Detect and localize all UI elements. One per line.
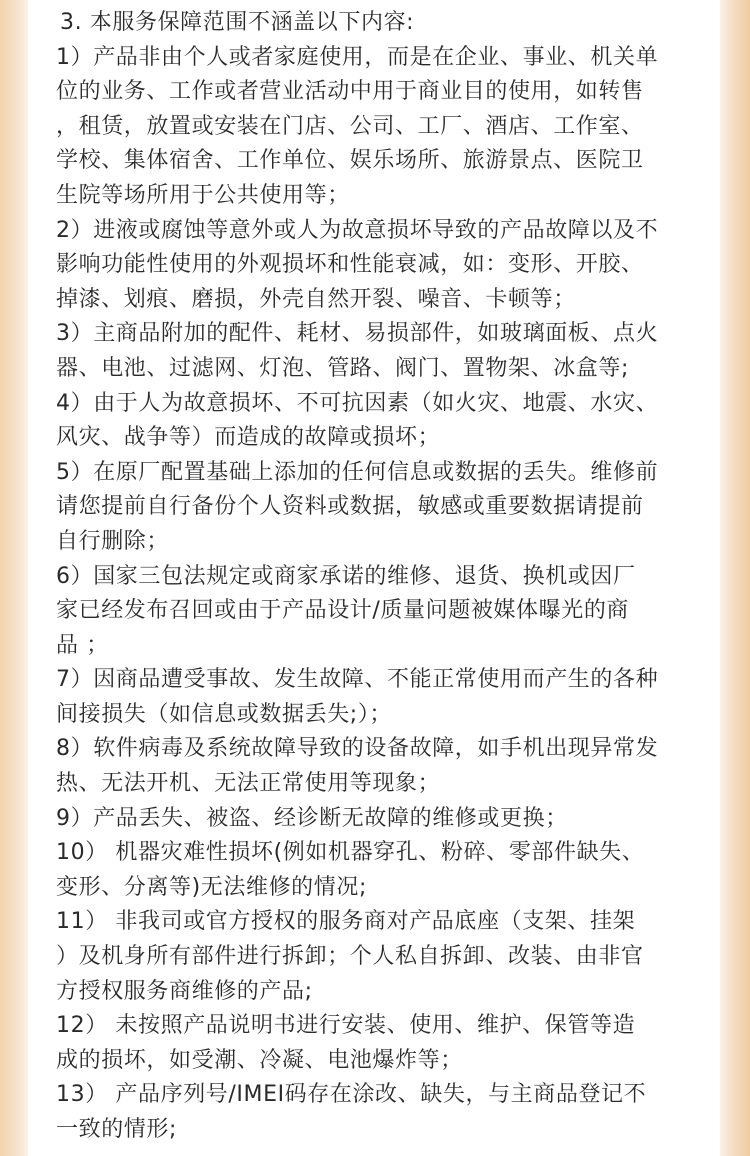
text-line: 家已经发布召回或由于产品设计/质量问题被媒体曝光的商 (56, 598, 630, 624)
text-line: 4）由于人为故意损坏、不可抗因素（如火灾、地震、水灾、 (56, 390, 659, 416)
text-line: 5）在原厂配置基础上添加的任何信息或数据的丢失。维修前 (56, 459, 659, 485)
text-line: 器、电池、过滤网、灯泡、管路、阀门、置物架、冰盒等; (56, 355, 630, 381)
text-line: 7）因商品遭受事故、发生故障、不能正常使用而产生的各种 (56, 667, 659, 693)
text-line: 2）进液或腐蚀等意外或人为故意损坏导致的产品故障以及不 (56, 217, 659, 243)
text-line: 变形、分离等)无法维修的情况; (56, 874, 367, 900)
text-line: 影响功能性使用的外观损坏和性能衰减，如：变形、开胶、 (56, 252, 644, 278)
text-line: ，租赁，放置或安装在门店、公司、工厂、酒店、工作室、 (56, 113, 644, 139)
text-line: 10） 机器灾难性损坏(例如机器穿孔、粉碎、零部件缺失、 (56, 840, 645, 866)
text-line: 11） 非我司或官方授权的服务商对产品底座（支架、挂架 (56, 909, 636, 935)
text-line: 9）产品丢失、被盗、经诊断无故障的维修或更换； (56, 805, 568, 831)
text-line: 一致的情形; (56, 1117, 178, 1142)
document-body (56, 0, 706, 1148)
text-line: 成的损坏，如受潮、冷凝、电池爆炸等； (56, 1047, 463, 1073)
text-line: 3）主商品附加的配件、耗材、易损部件，如玻璃面板、点火 (56, 321, 659, 347)
text-line: 6）国家三包法规定或商家承诺的维修、退货、换机或因厂 (56, 563, 636, 589)
text-line: 风灾、战争等）而造成的故障或损坏； (56, 425, 441, 451)
text-line: 生院等场所用于公共使用等； (56, 182, 350, 208)
text-line: ）及机身所有部件进行拆卸；个人私自拆卸、改装、由非官 (56, 944, 644, 970)
text-line: 掉漆、划痕、磨损，外壳自然开裂、噪音、卡顿等； (56, 286, 576, 312)
text-line: 自行删除； (56, 528, 170, 554)
text-line: 方授权服务商维修的产品; (56, 978, 313, 1004)
text-line: 8）软件病毒及系统故障导致的设备故障，如手机出现异常发 (56, 736, 659, 762)
section-heading: 3. 本服务保障范围不涵盖以下内容: (60, 10, 415, 35)
text-line: 13） 产品序列号/IMEI码存在涂改、缺失，与主商品登记不 (56, 1082, 647, 1108)
text-line: 位的业务、工作或者营业活动中用于商业目的使用，如转售 (56, 79, 644, 105)
text-line: 12） 未按照产品说明书进行安装、使用、维护、保管等造 (56, 1013, 636, 1039)
text-line: 间接损失（如信息或数据丢失;）； (56, 701, 393, 727)
text-line: 热、无法开机、无法正常使用等现象； (56, 771, 441, 797)
text-line: 品 ； (56, 632, 109, 658)
text-line: 学校、集体宿舍、工作单位、娱乐场所、旅游景点、医院卫 (56, 148, 644, 174)
text-line: 1）产品非由个人或者家庭使用，而是在企业、事业、机关单 (56, 44, 659, 70)
text-line: 请您提前自行备份个人资料或数据，敏感或重要数据请提前 (56, 494, 644, 520)
